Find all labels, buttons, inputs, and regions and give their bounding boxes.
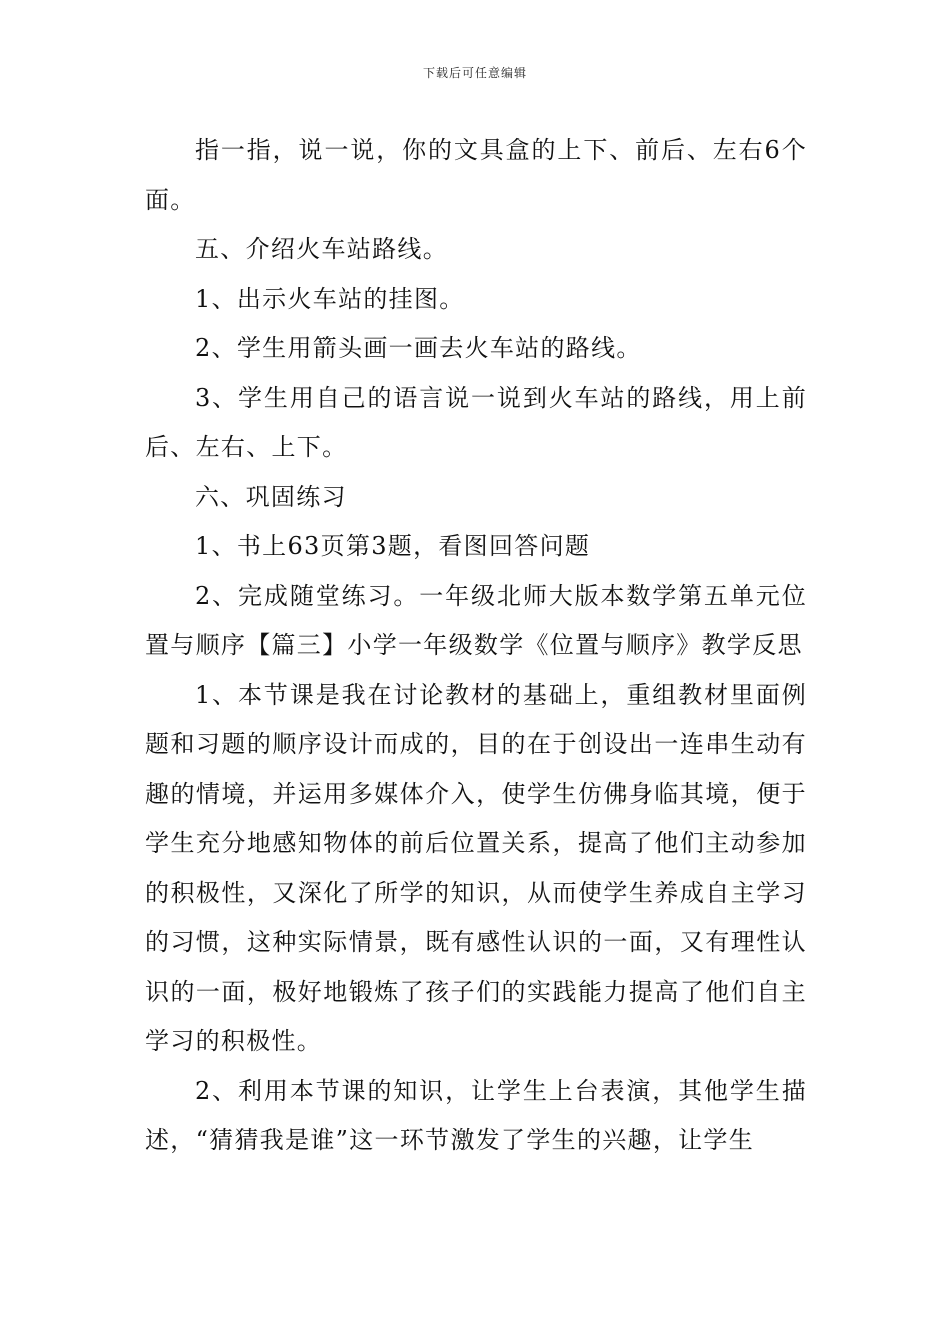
paragraph: 2、完成随堂练习。一年级北师大版本数学第五单元位置与顺序【篇三】小学一年级数学《位置与顺序》教学反思 [145, 581, 807, 659]
section-heading: 六、巩固练习 [195, 482, 347, 511]
paragraph: 2、学生用箭头画一画去火车站的路线。 [195, 334, 642, 362]
paragraph: 1、出示火车站的挂图。 [195, 284, 465, 313]
paragraph: 2、利用本节课的知识，让学生上台表演，其他学生描述，“猜猜我是谁”这一环节激发了学生的兴趣，让学生 [145, 1076, 807, 1154]
section-heading: 五、介绍火车站路线。 [195, 235, 448, 263]
header-note: 下载后可任意编辑 [422, 66, 527, 80]
paragraph: 1、书上63页第3题，看图回答问题 [195, 532, 591, 560]
paragraph: 指一指，说一说，你的文具盒的上下、前后、左右6个面。 [145, 136, 807, 214]
paragraph: 3、学生用自己的语言说一说到火车站的路线，用上前后、左右、上下。 [145, 383, 807, 461]
paragraph: 1、本节课是我在讨论教材的基础上，重组教材里面例题和习题的顺序设计而成的，目的在于创设出一连串生动有趣的情境，并运用多媒体介入，使学生仿佛身临其境，便于学生充分地感知物体的前后位置关系，提高了他们主动参加的积极性，又深化了所学的知识，从而使学生养成自主学习的习惯，这种实际情景，既有感性认识的一面，又有理性认识的一面，极好地锻炼了孩子们的实践能力提高了他们自主学习的积极性。 [145, 680, 807, 1055]
document-body [145, 126, 807, 1166]
